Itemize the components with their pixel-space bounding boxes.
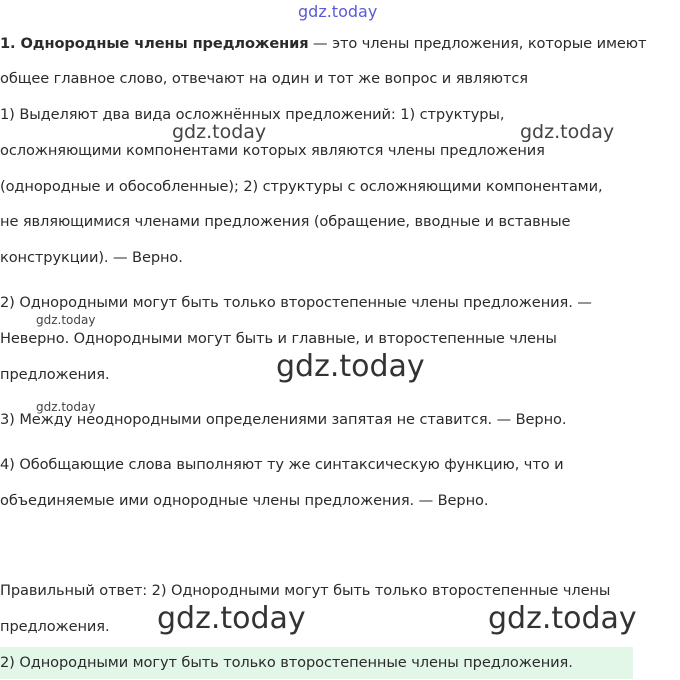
intro-line-1 xyxy=(0,34,646,54)
item1-line-4: не являющимися членами предложения (обращение, вводные и вставные xyxy=(0,213,571,230)
item1-line-1: 1) Выделяют два вида осложнённых предложений: 1) структуры, xyxy=(0,106,505,123)
highlighted-answer-text: 2) Однородными могут быть только второстепенные члены предложения. xyxy=(0,654,573,671)
watermark-mid-right: gdz.today xyxy=(520,121,615,143)
watermark-bottom-right: gdz.today xyxy=(488,601,637,636)
watermark-top: gdz.today xyxy=(298,2,378,21)
watermark-small-1: gdz.today xyxy=(36,313,96,327)
watermark-bottom-left: gdz.today xyxy=(157,601,306,636)
watermark-mid-left: gdz.today xyxy=(172,121,267,143)
item1-line-2: осложняющими компонентами которых являются члены предложения xyxy=(0,142,545,159)
item4-line-2: объединяемые ими однородные члены предложения. — Верно. xyxy=(0,492,489,509)
intro-definition: — это члены предложения, которые имеют xyxy=(308,35,647,52)
correct-answer-line-2: предложения. xyxy=(0,618,110,635)
intro-line-2: общее главное слово, отвечают на один и тот же вопрос и являются xyxy=(0,70,528,87)
watermark-center-big: gdz.today xyxy=(276,349,425,384)
watermark-small-2: gdz.today xyxy=(36,400,96,414)
item2-line-1: 2) Однородными могут быть только второстепенные члены предложения. — xyxy=(0,294,592,311)
item1-line-3: (однородные и обособленные); 2) структуры с осложняющими компонентами, xyxy=(0,178,603,195)
correct-answer-line-1: Правильный ответ: 2) Однородными могут быть только второстепенные члены xyxy=(0,582,611,599)
item1-line-5: конструкции). — Верно. xyxy=(0,249,183,266)
intro-term: 1. Однородные члены предложения xyxy=(0,35,309,52)
item4-line-1: 4) Обобщающие слова выполняют ту же синтаксическую функцию, что и xyxy=(0,456,564,473)
item3-line-1: 3) Между неоднородными определениями запятая не ставится. — Верно. xyxy=(0,411,567,428)
item2-line-3: предложения. xyxy=(0,366,110,383)
item2-line-2: Неверно. Однородными могут быть и главные, и второстепенные члены xyxy=(0,330,557,347)
